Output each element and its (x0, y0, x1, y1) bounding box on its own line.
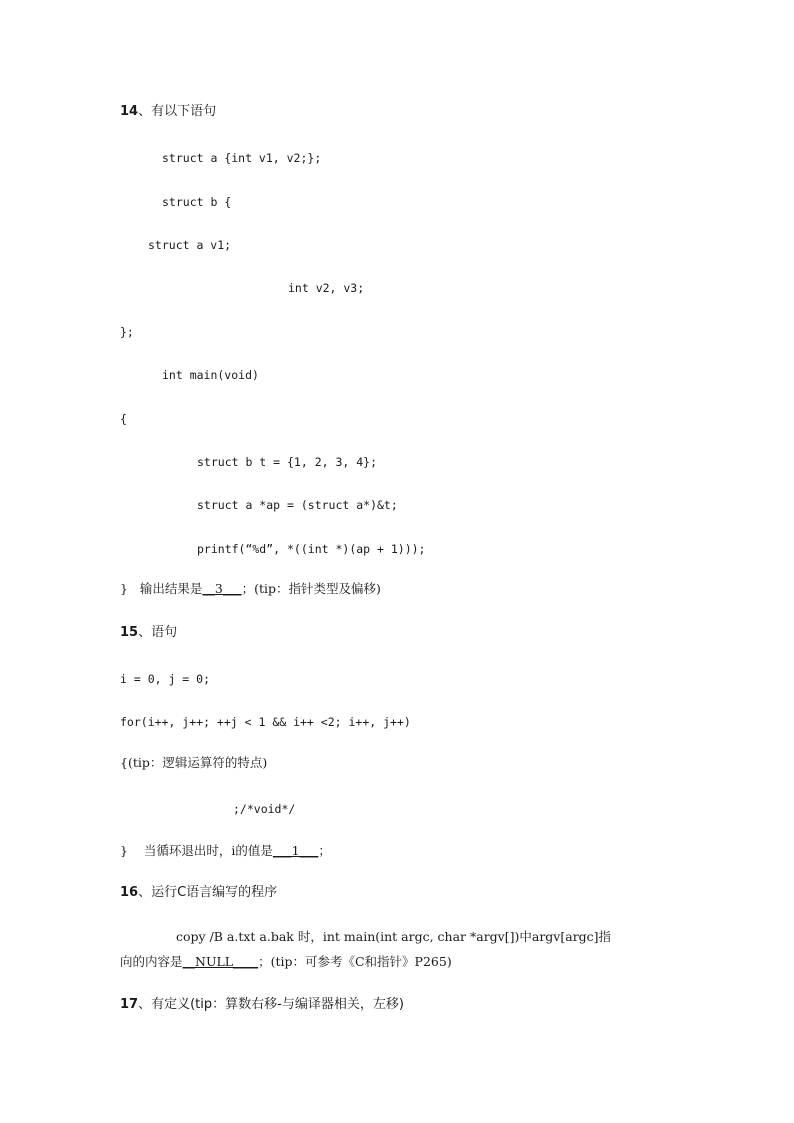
q15-code-line: i = 0, j = 0; (120, 672, 211, 686)
q16-body-line (120, 954, 452, 970)
q14-code-line: int v2, v3; (288, 281, 365, 295)
q16-line2-prefix: 向的内容是 (120, 954, 183, 969)
q16-line2-suffix: ；(tip：可参考《C和指针》P265) (258, 954, 452, 969)
q15-code-line: {(tip：逻辑运算符的特点) (120, 755, 268, 770)
q14-code-line: struct a *ap = (struct a*)&t; (197, 498, 398, 512)
q15-result-suffix: ； (318, 843, 331, 858)
q17-title: 、有定义(tip：算数右移-与编译器相关，左移) (138, 997, 404, 1012)
q14-code-line: struct a {int v1, v2;}; (162, 151, 322, 165)
q15-code-line: ;/*void*/ (233, 802, 296, 816)
q15-heading (120, 625, 177, 641)
q16-body-line: copy /B a.txt a.bak 时，int main(int argc, char *argv[])中argv[argc]指 (176, 929, 612, 944)
q16-heading (120, 885, 277, 901)
q14-code-line: struct a v1; (148, 238, 232, 252)
q17-heading (120, 997, 404, 1013)
q14-result-line (120, 581, 381, 597)
q15-answer: ___1___ (272, 843, 319, 858)
q16-number: 16 (120, 885, 139, 900)
q17-number: 17 (120, 997, 139, 1012)
q15-result-prefix: } 当循环退出时，i的值是 (120, 843, 273, 858)
q15-number: 15 (120, 625, 139, 640)
q14-title: 、有以下语句 (138, 104, 217, 119)
q15-result-line (120, 843, 331, 859)
q14-code-line: struct b { (162, 195, 232, 209)
q14-result-suffix: ；(tip：指针类型及偏移) (241, 581, 381, 596)
q14-code-line: }; (120, 325, 134, 339)
q14-number: 14 (120, 104, 139, 119)
q15-title: 、语句 (138, 625, 178, 640)
q16-title: 、运行C语言编写的程序 (138, 885, 278, 900)
q14-code-line: printf(“%d”, *((int *)(ap + 1))); (197, 542, 426, 556)
q14-code-line: { (120, 412, 127, 426)
q15-code-line: for(i++, j++; ++j < 1 && i++ <2; i++, j++) (120, 715, 411, 729)
q14-code-line: int main(void) (162, 368, 259, 382)
q16-answer: __NULL____ (182, 954, 259, 969)
q14-code-line: struct b t = {1, 2, 3, 4}; (197, 455, 378, 469)
q14-heading (120, 104, 216, 120)
q14-answer: __3___ (202, 581, 242, 596)
q14-result-prefix: } 输出结果是 (120, 581, 203, 596)
